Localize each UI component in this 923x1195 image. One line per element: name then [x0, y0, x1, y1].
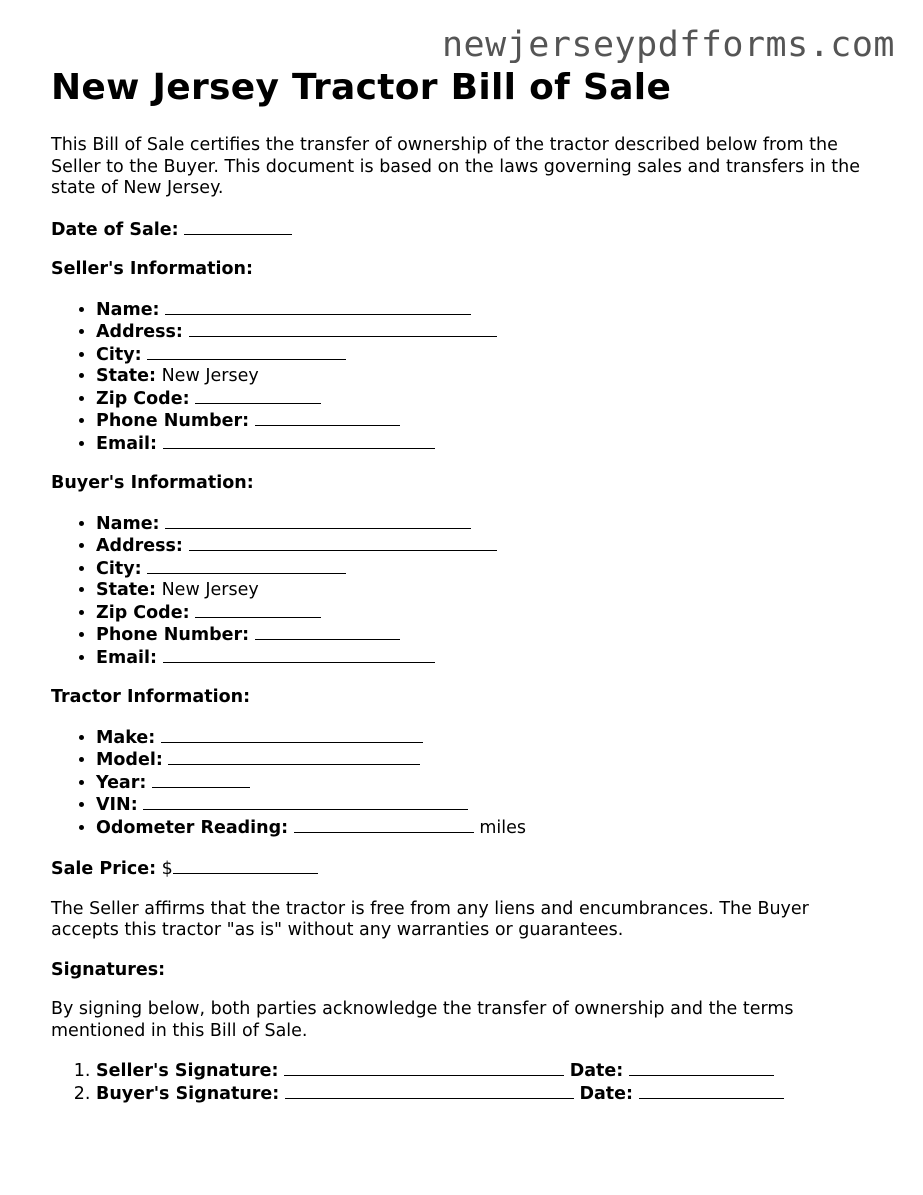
signature-list — [51, 1060, 881, 1105]
buyer-address-blank[interactable] — [189, 535, 497, 551]
intro-paragraph: This Bill of Sale certifies the transfer of ownership of the tractor described below from the Seller to the Buyer. This document is based on the laws governing sales and transfers in the state of New Jersey. — [51, 135, 861, 198]
seller-signature-date-label: Date: — [569, 1061, 624, 1081]
list-item — [96, 1060, 881, 1083]
seller-signature-date-blank[interactable] — [629, 1060, 774, 1076]
list-item — [96, 624, 881, 647]
buyer-email-blank[interactable] — [163, 647, 435, 663]
buyer-address-label: Address: — [96, 536, 183, 556]
tractor-make-blank[interactable] — [161, 727, 423, 743]
buyer-phone-blank[interactable] — [255, 624, 400, 640]
list-item — [96, 299, 881, 322]
tractor-odometer-label: Odometer Reading: — [96, 817, 289, 838]
list-item — [96, 410, 881, 433]
buyer-info-list — [51, 513, 881, 670]
buyer-signature-date-blank[interactable] — [639, 1083, 784, 1099]
seller-info-list — [51, 299, 881, 456]
seller-city-blank[interactable] — [147, 344, 346, 360]
affirmation-paragraph: The Seller affirms that the tractor is free from any liens and encumbrances. The Buyer accepts this tractor "as is" without any warranties or guarantees. — [51, 898, 809, 940]
buyer-state-value: New Jersey — [161, 580, 259, 600]
sale-price-field — [51, 858, 881, 881]
buyer-name-label: Name: — [96, 513, 160, 534]
seller-email-label: Email: — [96, 433, 157, 454]
list-item — [96, 344, 881, 367]
tractor-info-list — [51, 727, 881, 840]
list-item — [96, 647, 881, 670]
tractor-year-blank[interactable] — [152, 772, 250, 788]
tractor-model-blank[interactable] — [168, 749, 420, 765]
tractor-make-label: Make: — [96, 727, 156, 748]
list-item — [96, 580, 881, 602]
buyer-heading: Buyer's Information: — [51, 473, 254, 493]
list-item — [96, 602, 881, 625]
buyer-signature-date-label: Date: — [579, 1083, 634, 1104]
seller-name-label: Name: — [96, 299, 160, 320]
list-item — [96, 366, 881, 388]
buyer-email-label: Email: — [96, 647, 157, 668]
signatures-heading: Signatures: — [51, 959, 166, 980]
buyer-state-label: State: — [96, 580, 157, 600]
seller-heading: Seller's Information: — [51, 259, 253, 279]
tractor-model-label: Model: — [96, 750, 163, 770]
seller-zip-blank[interactable] — [195, 388, 321, 404]
seller-email-blank[interactable] — [163, 433, 435, 449]
seller-phone-label: Phone Number: — [96, 411, 250, 431]
tractor-odometer-blank[interactable] — [294, 817, 474, 833]
currency-symbol: $ — [161, 859, 173, 879]
buyer-city-blank[interactable] — [147, 558, 346, 574]
page-title: New Jersey Tractor Bill of Sale — [51, 67, 672, 108]
odometer-unit: miles — [479, 817, 526, 838]
signatures-statement: By signing below, both parties acknowledge the transfer of ownership and the terms mentioned in this Bill of Sale. — [51, 999, 794, 1041]
buyer-signature-label: Buyer's Signature: — [96, 1083, 280, 1104]
list-item — [96, 749, 881, 772]
buyer-city-label: City: — [96, 558, 142, 579]
list-item — [96, 558, 881, 581]
seller-state-value: New Jersey — [161, 366, 259, 386]
list-item — [96, 535, 881, 558]
list-item — [96, 433, 881, 456]
seller-name-blank[interactable] — [165, 299, 471, 315]
buyer-zip-blank[interactable] — [195, 602, 321, 618]
seller-phone-blank[interactable] — [255, 410, 400, 426]
tractor-vin-label: VIN: — [96, 795, 138, 815]
seller-address-blank[interactable] — [189, 321, 497, 337]
list-item — [96, 794, 881, 817]
list-item — [96, 772, 881, 795]
buyer-zip-label: Zip Code: — [96, 602, 190, 623]
document-body — [51, 66, 881, 1105]
buyer-name-blank[interactable] — [165, 513, 471, 529]
seller-signature-label: Seller's Signature: — [96, 1061, 279, 1081]
tractor-year-label: Year: — [96, 772, 147, 793]
list-item — [96, 388, 881, 411]
seller-address-label: Address: — [96, 322, 183, 342]
list-item — [96, 1083, 881, 1106]
watermark: newjerseypdfforms.com — [441, 25, 895, 65]
sale-price-label: Sale Price: — [51, 859, 157, 879]
seller-signature-blank[interactable] — [284, 1060, 564, 1076]
list-item — [96, 817, 881, 840]
date-of-sale-field — [51, 219, 881, 242]
seller-state-label: State: — [96, 366, 157, 386]
list-item — [96, 513, 881, 536]
list-item — [96, 321, 881, 344]
buyer-signature-blank[interactable] — [285, 1083, 574, 1099]
seller-zip-label: Zip Code: — [96, 388, 190, 409]
tractor-vin-blank[interactable] — [143, 794, 468, 810]
list-item — [96, 727, 881, 750]
date-of-sale-label: Date of Sale: — [51, 219, 179, 240]
sale-price-blank[interactable] — [173, 858, 318, 874]
tractor-heading: Tractor Information: — [51, 687, 251, 707]
date-of-sale-blank[interactable] — [184, 219, 292, 235]
buyer-phone-label: Phone Number: — [96, 625, 250, 645]
seller-city-label: City: — [96, 344, 142, 365]
